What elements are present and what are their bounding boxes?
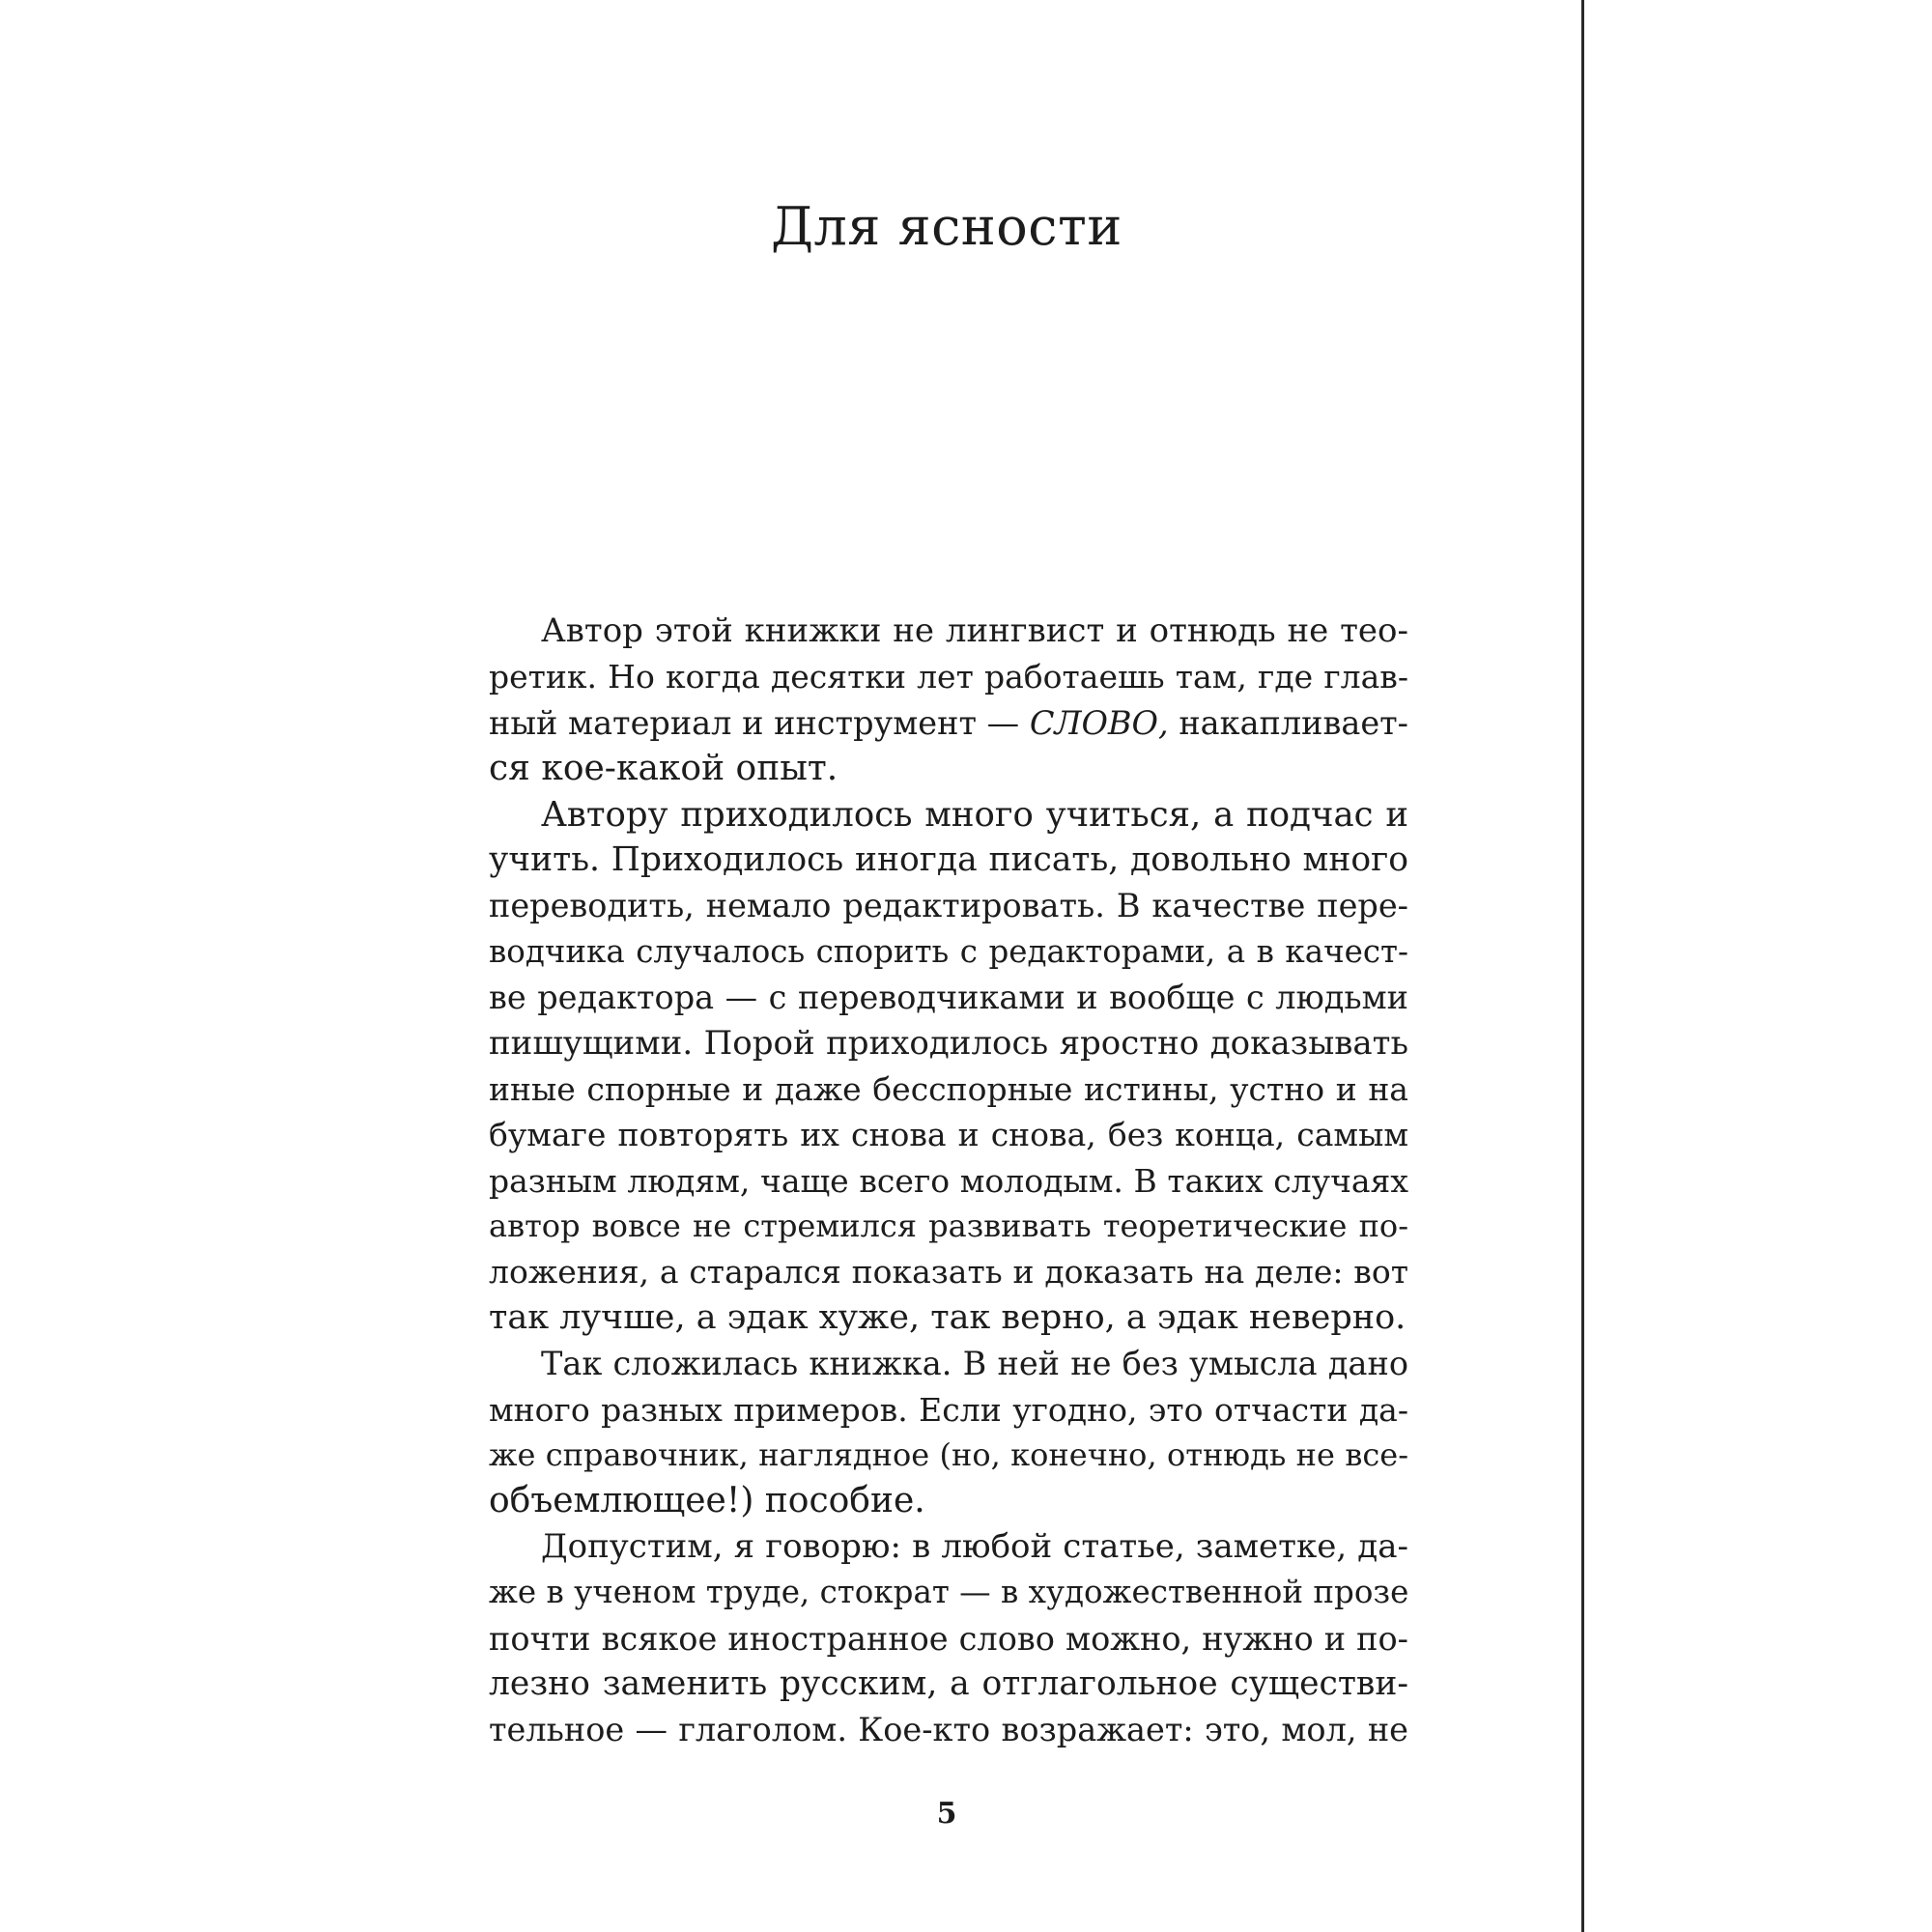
text-line: ве редактора — с переводчиками и вообще с людьми	[489, 979, 1408, 1017]
text-segment: накапливает-	[1168, 703, 1409, 742]
text-line: бумаге повторять их снова и снова, без конца, самым	[489, 1116, 1408, 1154]
text-line: Так сложилась книжка. В ней не без умысла дано	[541, 1345, 1408, 1383]
text-line: Автор этой книжки не лингвист и отнюдь не тео-	[541, 611, 1408, 650]
text-line: ложения, а старался показать и доказать на деле: вот	[489, 1253, 1408, 1292]
text-line: разным людям, чаще всего молодым. В таких случаях	[489, 1161, 1408, 1200]
text-line: пишущими. Порой приходилось яростно доказывать	[489, 1023, 1408, 1063]
text-line: лезно заменить русским, а отглагольное существи-	[489, 1663, 1408, 1703]
chapter-title: Для ясности	[771, 196, 1122, 257]
text-line: почти всякое иностранное слово можно, нужно и по-	[489, 1619, 1408, 1658]
text-line: ся кое-какой опыт.	[489, 749, 838, 789]
text-line: учить. Приходилось иногда писать, довольно много	[489, 839, 1408, 879]
text-line: тельное — глаголом. Кое-кто возражает: это, мол, не	[489, 1711, 1408, 1749]
text-line: Автору приходилось много учиться, а подчас и	[541, 794, 1408, 835]
text-line: автор вовсе не стремился развивать теоретические по-	[489, 1208, 1408, 1245]
text-line: объемлющее!) пособие.	[489, 1481, 925, 1521]
text-line: же в ученом труде, стократ — в художественной прозе	[489, 1574, 1409, 1611]
text-line: много разных примеров. Если угодно, это отчасти да-	[489, 1390, 1408, 1429]
text-line: переводить, немало редактировать. В качестве пере-	[489, 887, 1408, 925]
page-edge-divider	[1581, 0, 1584, 1932]
text-segment: ный материал и инструмент —	[489, 703, 1030, 742]
text-line	[489, 700, 1408, 746]
text-line: Допустим, я говорю: в любой статье, заметке, да-	[541, 1526, 1408, 1566]
text-line: ретик. Но когда десятки лет работаешь там, где глав-	[489, 658, 1408, 696]
body-text	[489, 609, 1408, 1753]
text-line: же справочник, наглядное (но, конечно, отнюдь не все-	[489, 1436, 1408, 1474]
page-number: 5	[936, 1797, 957, 1831]
text-line: водчика случалось спорить с редакторами, а в качест-	[489, 932, 1408, 970]
text-line: иные спорные и даже бесспорные истины, устно и на	[489, 1069, 1408, 1108]
text-line: так лучше, а эдак хуже, так верно, а эдак неверно.	[489, 1297, 1406, 1337]
italic-word: СЛОВО,	[1029, 703, 1169, 742]
